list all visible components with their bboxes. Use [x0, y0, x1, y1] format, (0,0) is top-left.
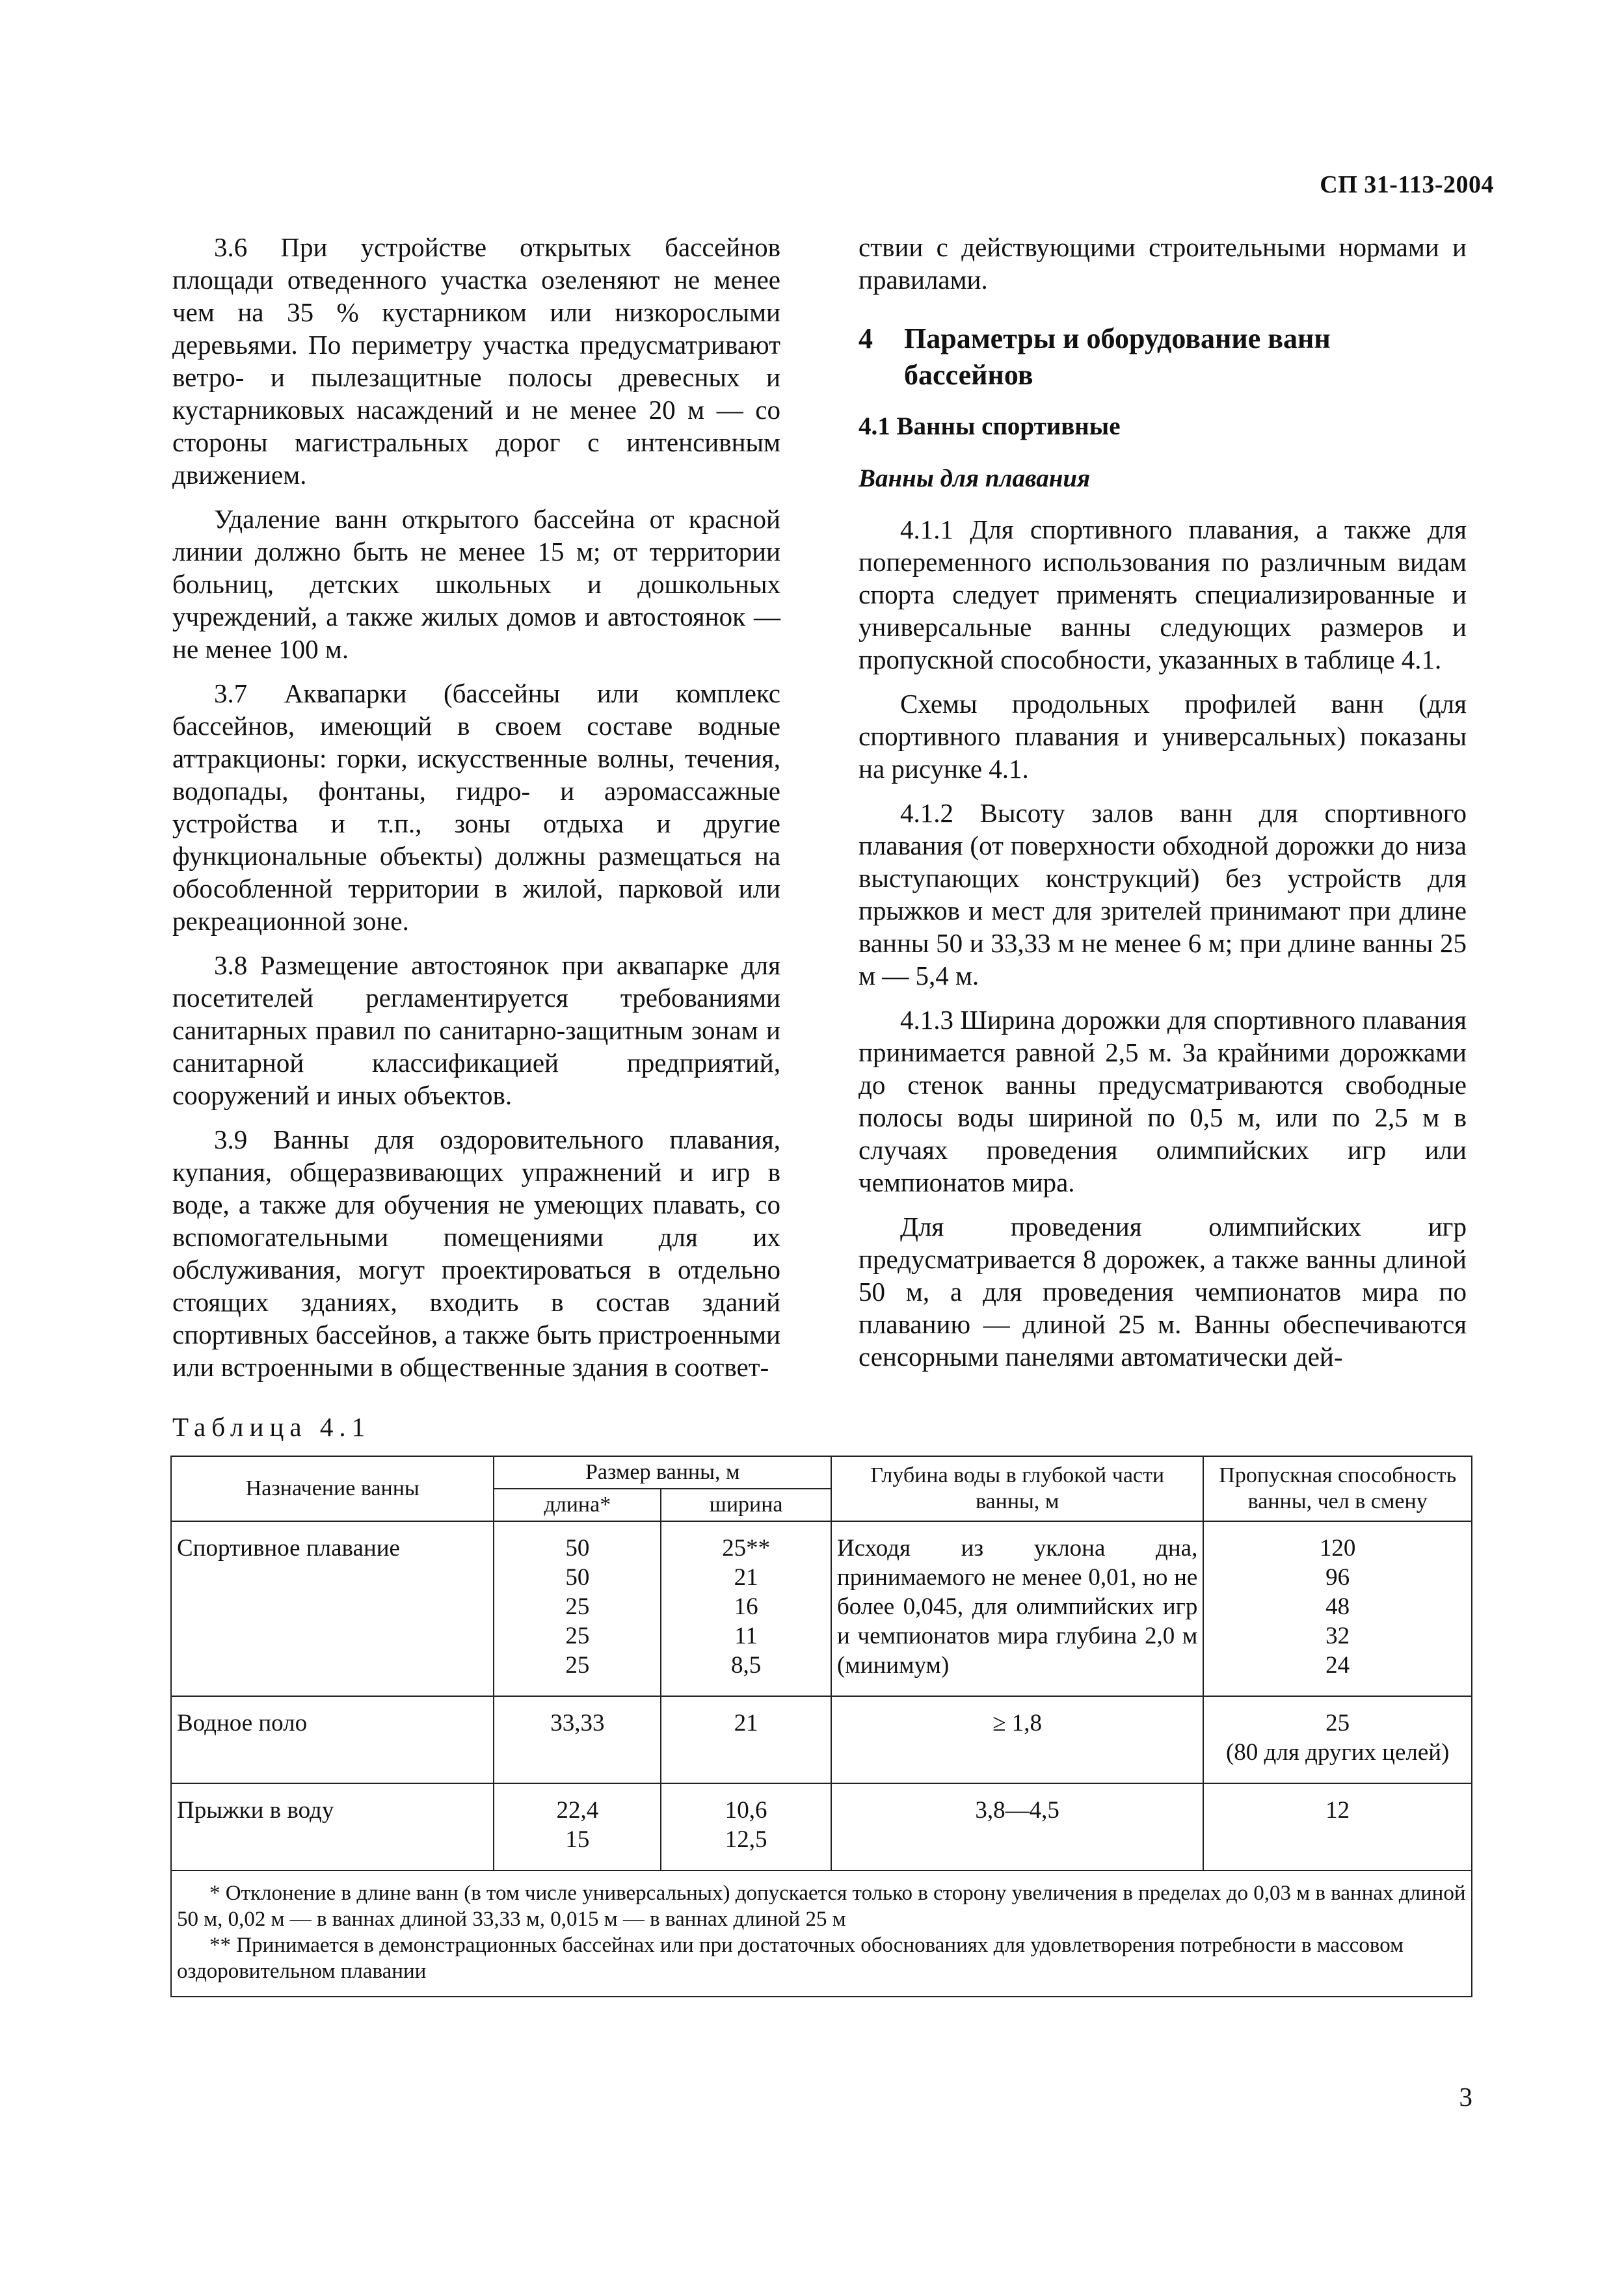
capacity-value: 32: [1325, 1623, 1350, 1649]
cell-purpose: Прыжки в воду: [171, 1783, 494, 1870]
cell-purpose: Водное поло: [171, 1696, 494, 1783]
subsection-heading: 4.1 Ванны спортивные: [859, 412, 1121, 440]
section-number: 4: [859, 323, 873, 354]
cell-widths: [661, 1783, 831, 1870]
length-value: 22,4: [556, 1797, 599, 1824]
cell-widths: [661, 1696, 831, 1783]
cell-capacities: [1203, 1521, 1472, 1696]
cell-depth: 3,8—4,5: [831, 1783, 1203, 1870]
capacity-value: 96: [1325, 1564, 1350, 1591]
italic-heading: Ванны для плавания: [859, 464, 1091, 492]
table-header-row: [171, 1456, 1472, 1489]
width-value: 25**: [722, 1535, 771, 1562]
paragraph-3-9: 3.9 Ванны для оздоровительного плавания, купания, общеразвивающих упражнений и игр в воде, а также для обучения не умеющих плавать, со вспомогательными помещениями для их обслуживания, могут проектироваться в отдельно стоящих зданиях, входить в состав зданий спортивных бассейнов, а также быть пристроенными или встроенными в общественные здания в соответ-: [172, 1124, 780, 1382]
section-title: Параметры и оборудование ванн бассейнов: [904, 323, 1331, 391]
paragraph-continuation: ствии с действующими строительными нормами и правилами.: [859, 232, 1467, 295]
cell-lengths: [494, 1521, 661, 1696]
cell-purpose: Спортивное плавание: [171, 1521, 494, 1696]
footnote-one-star: * Отклонение в длине ванн (в том числе универсальных) допускается только в сторону увеличения в пределах до 0,03 м в ваннах длиной 50 м, 0,02 м — в ваннах длиной 33,33 м, 0,015 м — в ваннах длиной 25 м: [177, 1882, 1466, 1931]
table-row: [171, 1783, 1472, 1870]
header-capacity: Пропускная способность ванны, чел в смену: [1203, 1456, 1472, 1521]
footnote-two-star: ** Принимается в демонстрационных бассейнах или при достаточных обоснованиях для удовлетворения потребности в массовом оздоровительном плавании: [177, 1934, 1404, 1983]
cell-depth: Исходя из уклона дна, принимаемого не менее 0,01, но не более 0,045, для олимпийских игр и чемпионатов мира глубина 2,0 м (минимум): [831, 1521, 1203, 1696]
header-purpose: Назначение ванны: [171, 1456, 494, 1521]
paragraph-4-1-2: 4.1.2 Высоту залов ванн для спортивного плавания (от поверхности обходной дорожки до низа выступающих конструкций) без устройств для прыжков и мест для зрителей принимают при длине ванны 50 и 33,33 м не менее 6 м; при длине ванны 25 м — 5,4 м.: [859, 798, 1467, 991]
pools-table: [170, 1456, 1472, 1997]
capacity-value: 120: [1319, 1535, 1356, 1562]
capacity-value: 24: [1325, 1652, 1350, 1679]
length-value: 25: [565, 1652, 590, 1679]
paragraph-red-line: Удаление ванн открытого бассейна от красной линии должно быть не менее 15 м; от территории больниц, детских школьных и дошкольных учреждений, а также жилых домов и автостоянок — не менее 100 м.: [172, 504, 780, 664]
capacity-value: 48: [1325, 1593, 1350, 1620]
width-value: 21: [734, 1564, 758, 1591]
section-heading: [859, 321, 1467, 393]
width-value: 11: [734, 1623, 758, 1649]
width-value: 12,5: [725, 1826, 767, 1853]
cell-capacities: [1203, 1783, 1472, 1870]
paragraph-olympic: Для проведения олимпийских игр предусматривается 8 дорожек, а также ванны длиной 50 м, а для проведения чемпионатов мира по плаванию — длиной 25 м. Ванны обеспечиваются сенсорными панелями автоматически дей-: [859, 1212, 1467, 1372]
header-width: ширина: [661, 1489, 831, 1521]
paragraph-3-7: 3.7 Аквапарки (бассейны или комплекс бассейнов, имеющий в своем составе водные аттракционы: горки, искусственные волны, течения, водопады, фонтаны, гидро- и аэромассажные устройства и т.п., зоны отдыха и другие функциональные объекты) должны размещаться на обособленной территории в жилой, парковой или рекреационной зоне.: [172, 678, 780, 936]
length-value: 33,33: [550, 1710, 605, 1736]
cell-depth: ≥ 1,8: [831, 1696, 1203, 1783]
table-caption: Таблица 4.1: [172, 1412, 371, 1442]
paragraph-3-6: 3.6 При устройстве открытых бассейнов площади отведенного участка озеленяют не менее чем на 35 % кустарником или низкорослыми деревьями. По периметру участка предусматривают ветро- и пылезащитные полосы древесных и кустарниковых насаждений и не менее 20 м — со стороны магистральных дорог с интенсивным движением.: [172, 232, 780, 490]
capacity-value: (80 для других целей): [1225, 1739, 1450, 1766]
length-value: 25: [565, 1593, 590, 1620]
cell-capacities: [1203, 1696, 1472, 1783]
header-length: длина*: [494, 1489, 661, 1521]
width-value: 8,5: [730, 1652, 762, 1679]
width-value: 21: [734, 1710, 758, 1736]
left-column: [172, 231, 780, 1395]
length-value: 50: [565, 1564, 590, 1591]
capacity-value: 12: [1325, 1797, 1350, 1824]
paragraph-4-1-1: 4.1.1 Для спортивного плавания, а также для попеременного использования по различным видам спорта следует применять специализированные и универсальные ванны следующих размеров и пропускной способности, указанных в таблице 4.1.: [859, 514, 1467, 674]
length-value: 50: [565, 1535, 590, 1562]
header-depth: Глубина воды в глубокой части ванны, м: [831, 1456, 1203, 1521]
table-row: [171, 1696, 1472, 1783]
right-column: [859, 231, 1467, 1385]
table-notes: [171, 1870, 1472, 1997]
paragraph-4-1-3: 4.1.3 Ширина дорожки для спортивного плавания принимается равной 2,5 м. За крайними дорожками до стенок ванны предусматриваются свободные полосы воды шириной по 0,5 м, или по 2,5 м в случаях проведения олимпийских игр или чемпионатов мира.: [859, 1005, 1467, 1197]
table-notes-row: [171, 1870, 1472, 1997]
cell-lengths: [494, 1783, 661, 1870]
document-code: СП 31-113-2004: [1320, 171, 1494, 198]
width-value: 10,6: [725, 1797, 767, 1824]
paragraph-schemes: Схемы продольных профилей ванн (для спортивного плавания и универсальных) показаны на рисунке 4.1.: [859, 689, 1467, 784]
cell-widths: [661, 1521, 831, 1696]
width-value: 16: [734, 1593, 758, 1620]
cell-lengths: [494, 1696, 661, 1783]
table-row: [171, 1521, 1472, 1696]
page-number: 3: [1459, 2082, 1472, 2112]
paragraph-3-8: 3.8 Размещение автостоянок при аквапарке для посетителей регламентируется требованиями санитарных правил по санитарно-защитным зонам и санитарной классификацией предприятий, сооружений и иных объектов.: [172, 950, 780, 1110]
header-size: Размер ванны, м: [494, 1456, 831, 1489]
capacity-value: 25: [1325, 1710, 1350, 1736]
length-value: 25: [565, 1623, 590, 1649]
length-value: 15: [565, 1826, 590, 1853]
